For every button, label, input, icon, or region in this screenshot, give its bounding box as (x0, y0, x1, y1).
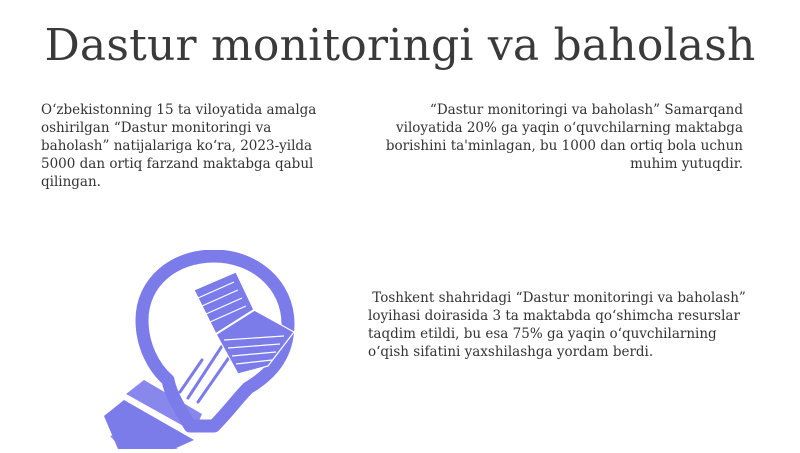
lightbulb-book-icon (98, 250, 314, 449)
stat-paragraph-right: “Dastur monitoringi va baholash” Samarqand viloyatida 20% ga yaqin o‘quvchilarning maktabga borishini ta'minlagan, bu 1000 dan ortiq bola uchun muhim yutuqdir. (385, 102, 743, 172)
page-title: Dastur monitoringi va baholash (44, 20, 756, 71)
stat-paragraph-bottom: Toshkent shahridagi “Dastur monitoringi va baholash” loyihasi doirasida 3 ta maktabda qo‘shimcha resurslar taqdim etildi, bu esa 75% ga yaqin o‘quvchilarning o‘qish sifatini yaxshilashga yordam berdi. (368, 290, 751, 360)
stat-paragraph-left: O‘zbekistonning 15 ta viloyatida amalga oshirilgan “Dastur monitoringi va baholash” natijalariga ko‘ra, 2023-yilda 5000 dan ortiq farzand maktabga qabul qilingan. (41, 102, 317, 190)
